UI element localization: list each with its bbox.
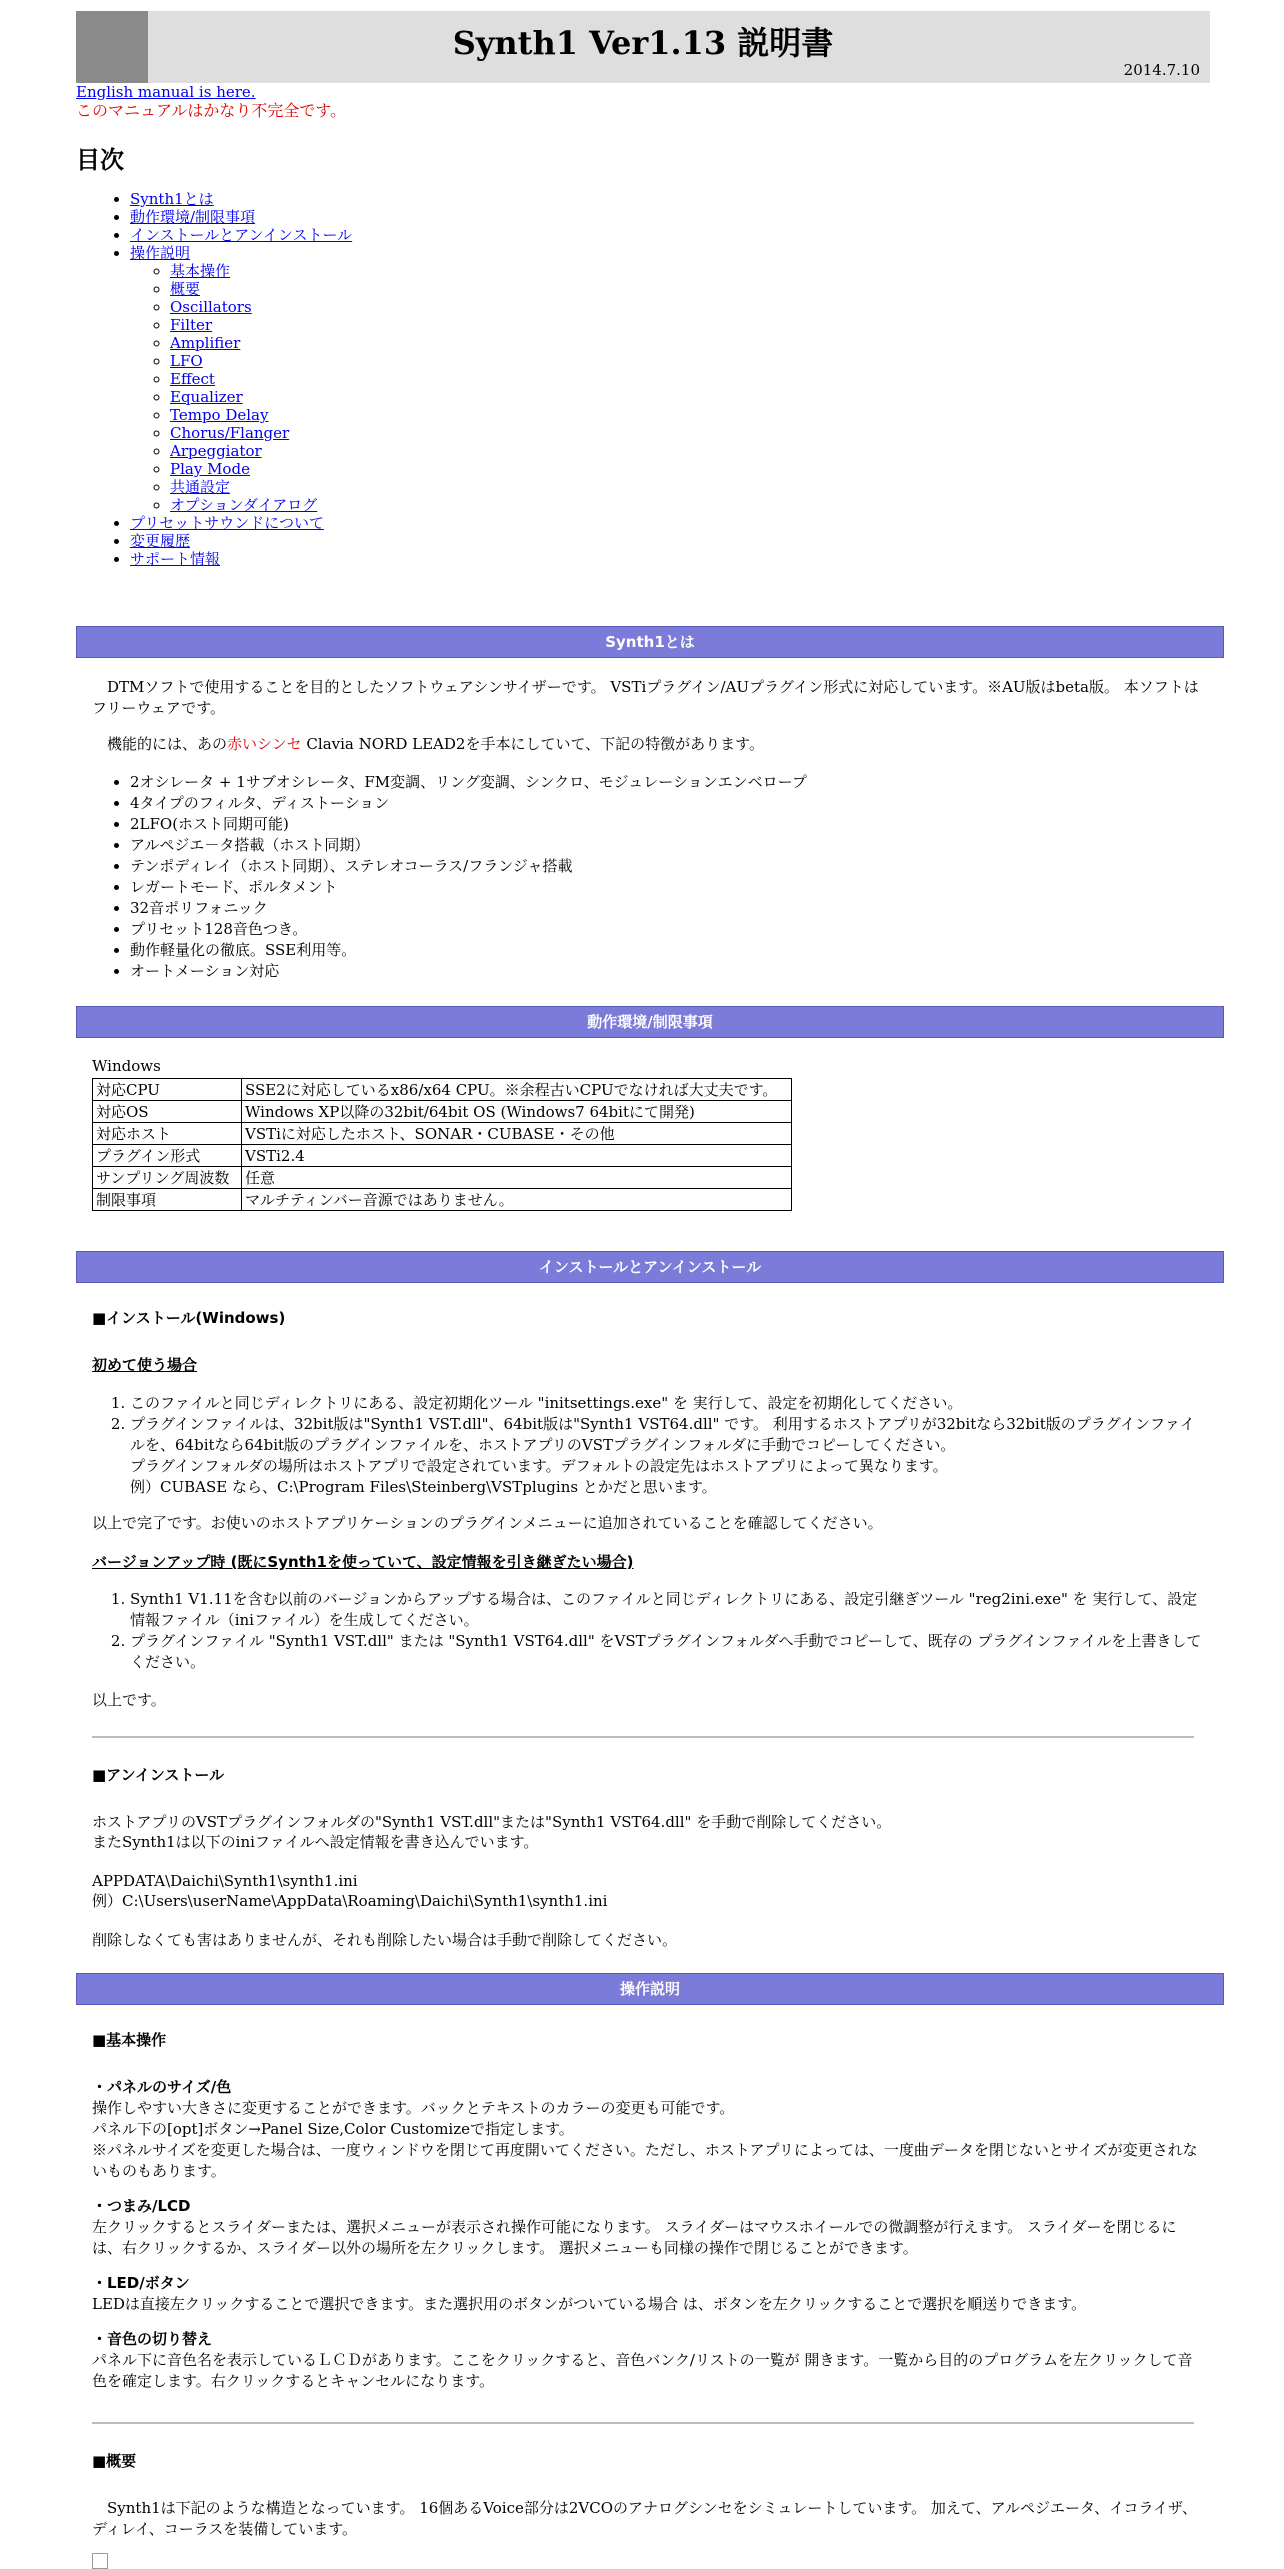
step-text: プラグインファイルは、32bit版は"Synth1 VST.dll"、64bit版は"Synth1 VST64.dll" です。 利用するホストアプリが32bitなら32bit版のプラグインファイルを、64bitなら64bit版のプラグインファイルを、ホストアプリのVSTプラグインフォルダに手動でコピーしてください。 — [130, 1415, 1195, 1454]
about-text: 機能的には、あの — [107, 734, 228, 753]
uninstall-line: 削除しなくても害はありませんが、それも削除したい場合は手動で削除してください。 — [92, 1931, 678, 1949]
table-of-contents — [76, 190, 352, 568]
broken-image-icon — [92, 2553, 108, 2569]
table-row — [93, 1189, 792, 1211]
ops-line: LEDは直接左クリックすることで選択できます。また選択用のボタンがついている場合 は、ボタンを左クリックすることで選択を順送りできます。 — [92, 2295, 1087, 2313]
about-paragraph-2 — [92, 734, 1202, 755]
divider — [92, 1736, 1194, 1738]
basic-ops-text — [92, 2077, 1202, 2392]
toc-subitem — [170, 334, 352, 352]
toc-link-support[interactable]: サポート情報 — [130, 550, 221, 568]
toc-item — [130, 244, 352, 514]
table-cell: 対応CPU — [93, 1079, 242, 1101]
section-bar-ops: 操作説明 — [76, 1973, 1224, 2005]
toc-sublink-filter[interactable]: Filter — [170, 316, 213, 334]
divider — [92, 2422, 1194, 2424]
table-cell: VSTiに対応したホスト、SONAR・CUBASE・その他 — [242, 1123, 792, 1145]
tone-heading: ・音色の切り替え — [92, 2330, 213, 2348]
step-note: プラグインフォルダの場所はホストアプリで設定されています。デフォルトの設定先はホストアプリによって異なります。 — [130, 1457, 948, 1475]
list-item: • アルペジエ－タ搭載（ホスト同期） — [130, 835, 807, 856]
red-synth-text: 赤いシンセ — [227, 734, 302, 753]
table-row — [93, 1079, 792, 1101]
step-note: 例）CUBASE なら、C:\Program Files\Steinberg\VSTplugins とかだと思います。 — [130, 1478, 717, 1496]
toc-subitem — [170, 370, 352, 388]
page-date: 2014.7.10 — [1123, 60, 1200, 79]
list-item: 2. プラグインファイル "Synth1 VST.dll" または "Synth1 VST64.dll" をVSTプラグインフォルダへ手動でコピーして、既存の プラグインファイルを上書きしてください。 — [130, 1631, 1202, 1673]
panel-size-heading: ・パネルのサイズ/色 — [92, 2078, 232, 2096]
toc-subitem — [170, 388, 352, 406]
toc-item — [130, 226, 352, 244]
first-use-steps — [92, 1393, 1202, 1498]
toc-link-history[interactable]: 変更履歴 — [130, 532, 191, 550]
toc-sublink-lfo[interactable]: LFO — [170, 352, 203, 370]
toc-sublink-tempo-delay[interactable]: Tempo Delay — [170, 406, 269, 424]
toc-subitem — [170, 424, 352, 442]
list-item: • 動作軽量化の徹底。SSE利用等。 — [130, 940, 807, 961]
table-cell: 対応ホスト — [93, 1123, 242, 1145]
uninstall-path-example: 例）C:\Users\userName\AppData\Roaming\Daichi\Synth1\synth1.ini — [92, 1892, 608, 1910]
uninstall-line: またSynth1は以下のiniファイルへ設定情報を書き込んでいます。 — [92, 1833, 539, 1851]
toc-sublink-amplifier[interactable]: Amplifier — [170, 334, 241, 352]
install-end-text: 以上です。 — [92, 1691, 166, 1709]
table-cell: マルチティンバー音源ではありません。 — [242, 1189, 792, 1211]
toc-sublink-common[interactable]: 共通設定 — [170, 478, 231, 496]
toc-subitem — [170, 442, 352, 460]
list-item: • 2LFO(ホスト同期可能) — [130, 814, 807, 835]
uninstall-text — [92, 1812, 1202, 1950]
table-cell: SSE2に対応しているx86/x64 CPU。※余程古いCPUでなければ大丈夫です。 — [242, 1079, 792, 1101]
list-item: 1. このファイルと同じディレクトリにある、設定初期化ツール "initsettings.exe" を 実行して、設定を初期化してください。 — [130, 1393, 1202, 1414]
spacer — [92, 1852, 1202, 1871]
english-manual-link[interactable]: English manual is here. — [76, 83, 256, 101]
list-item — [130, 1414, 1202, 1498]
table-cell: 任意 — [242, 1167, 792, 1189]
section-bar-install: インストールとアンインストール — [76, 1251, 1224, 1283]
toc-link-env[interactable]: 動作環境/制限事項 — [130, 208, 256, 226]
toc-subitem — [170, 298, 352, 316]
about-paragraph: DTMソフトで使用することを目的としたソフトウェアシンサイザーです。 VSTiプラグイン/AUプラグイン形式に対応しています。※AU版はbeta版。 本ソフトはフリーウェアです。 — [92, 678, 1199, 718]
about-text: Clavia NORD LEAD2を手本にしていて、下記の特徴があります。 — [301, 734, 764, 753]
ops-line: パネル下の[opt]ボタン→Panel Size,Color Customizeで指定します。 — [92, 2120, 574, 2138]
toc-sublink-oscillators[interactable]: Oscillators — [170, 298, 252, 316]
toc-sublink-effect[interactable]: Effect — [170, 370, 215, 388]
toc-sublink-chorus[interactable]: Chorus/Flanger — [170, 424, 290, 442]
list-item: • プリセット128音色つき。 — [130, 919, 807, 940]
overview-text: Synth1は下記のような構造となっています。 16個あるVoice部分は2VCOのアナログシンセをシミュレートしています。 加えて、アルペジエータ、イコライザ、ディレイ、コーラスを装備しています。 — [92, 2499, 1198, 2539]
spacer — [92, 1911, 1202, 1930]
toc-subitem — [170, 496, 352, 514]
uninstall-line: ホストアプリのVSTプラグインフォルダの"Synth1 VST.dll"または"Synth1 VST64.dll" を手動で削除してください。 — [92, 1813, 892, 1831]
about-description — [92, 677, 1202, 755]
toc-subitem — [170, 352, 352, 370]
toc-sublink-arpeggiator[interactable]: Arpeggiator — [170, 442, 262, 460]
toc-subitem — [170, 262, 352, 280]
section-bar-env: 動作環境/制限事項 — [76, 1006, 1224, 1038]
knob-heading: ・つまみ/LCD — [92, 2197, 191, 2215]
table-row — [93, 1167, 792, 1189]
toc-heading: 目次 — [76, 146, 124, 174]
toc-link-install[interactable]: インストールとアンインストール — [130, 226, 353, 244]
toc-subitem — [170, 280, 352, 298]
uninstall-heading: ■アンインストール — [92, 1766, 225, 1784]
table-cell: VSTi2.4 — [242, 1145, 792, 1167]
first-use-heading: 初めて使う場合 — [92, 1356, 198, 1374]
list-item: • オートメーション対応 — [130, 961, 807, 982]
toc-link-ops[interactable]: 操作説明 — [130, 244, 191, 262]
incomplete-warning: このマニュアルはかなり不完全です。 — [76, 101, 347, 120]
toc-sublink-options[interactable]: オプションダイアログ — [170, 496, 318, 514]
toc-link-about[interactable]: Synth1とは — [130, 190, 214, 208]
install-done-text: 以上で完了です。お使いのホストアプリケーションのプラグインメニューに追加されていることを確認してください。 — [92, 1514, 883, 1532]
toc-subitem — [170, 478, 352, 496]
overview-heading: ■概要 — [92, 2452, 137, 2470]
table-row — [93, 1101, 792, 1123]
toc-item — [130, 208, 352, 226]
toc-sublink-overview[interactable]: 概要 — [170, 280, 201, 298]
table-cell: サンプリング周波数 — [93, 1167, 242, 1189]
table-cell: Windows XP以降の32bit/64bit OS (Windows7 64bitにて開発) — [242, 1101, 792, 1123]
list-item: • 4タイプのフィルタ、ディストーション — [130, 793, 807, 814]
toc-subitem — [170, 316, 352, 334]
upgrade-heading: バージョンアップ時 (既にSynth1を使っていて、設定情報を引き継ぎたい場合) — [92, 1553, 634, 1571]
ops-line: 操作しやすい大きさに変更することができます。バックとテキストのカラーの変更も可能です。 — [92, 2099, 735, 2117]
table-row — [93, 1123, 792, 1145]
uninstall-path: APPDATA\Daichi\Synth1\synth1.ini — [92, 1872, 358, 1890]
spec-table — [92, 1078, 792, 1211]
toc-subitem — [170, 460, 352, 478]
toc-sublink-basic[interactable]: 基本操作 — [170, 262, 231, 280]
toc-subitem — [170, 406, 352, 424]
table-cell: プラグイン形式 — [93, 1145, 242, 1167]
ops-line: 左クリックするとスライダーまたは、選択メニューが表示され操作可能になります。 スライダーはマウスホイールでの微調整が行えます。 スライダーを閉じるには、右クリックするか、スライダー以外の場所を左クリックします。 選択メニューも同様の操作で閉じることができます。 — [92, 2218, 1177, 2257]
toc-sublink-equalizer[interactable]: Equalizer — [170, 388, 243, 406]
page-header — [76, 11, 1210, 83]
upgrade-steps — [92, 1589, 1202, 1673]
list-item: • テンポディレイ（ホスト同期）、ステレオコーラス/フランジャ搭載 — [130, 856, 807, 877]
table-row — [93, 1145, 792, 1167]
list-item: • 32音ポリフォニック — [130, 898, 807, 919]
list-item: • レガートモード、ポルタメント — [130, 877, 807, 898]
basic-ops-heading: ■基本操作 — [92, 2031, 167, 2049]
page-title: Synth1 Ver1.13 説明書 — [452, 24, 834, 62]
ops-line: パネル下に音色名を表示しているＬＣＤがあります。ここをクリックすると、音色バンク/リストの一覧が 開きます。一覧から目的のプログラムを左クリックして音色を確定します。右クリックするとキャンセルになります。 — [92, 2351, 1193, 2390]
table-cell: 対応OS — [93, 1101, 242, 1123]
install-heading: ■インストール(Windows) — [92, 1309, 286, 1327]
toc-item — [130, 550, 352, 568]
toc-link-presets[interactable]: プリセットサウンドについて — [130, 514, 324, 532]
env-os-label: Windows — [92, 1057, 161, 1075]
section-bar-about: Synth1とは — [76, 626, 1224, 658]
led-heading: ・LED/ボタン — [92, 2274, 190, 2292]
list-item: • 2オシレータ + 1サブオシレータ、FM変調、リング変調、シンクロ、モジュレーションエンベロープ — [130, 772, 807, 793]
feature-list — [76, 772, 807, 982]
ops-line: ※パネルサイズを変更した場合は、一度ウィンドウを閉じて再度開いてください。ただし、ホストアプリによっては、一度曲データを閉じないとサイズが変更されないものもあります。 — [92, 2141, 1198, 2180]
toc-sublink-play-mode[interactable]: Play Mode — [170, 460, 250, 478]
toc-item — [130, 514, 352, 532]
toc-item — [130, 190, 352, 208]
table-cell: 制限事項 — [93, 1189, 242, 1211]
list-item: 1. Synth1 V1.11を含む以前のバージョンからアップする場合は、このファイルと同じディレクトリにある、設定引継ぎツール "reg2ini.exe" を 実行して、設定情報ファイル（iniファイル）を生成してください。 — [130, 1589, 1202, 1631]
toc-item — [130, 532, 352, 550]
